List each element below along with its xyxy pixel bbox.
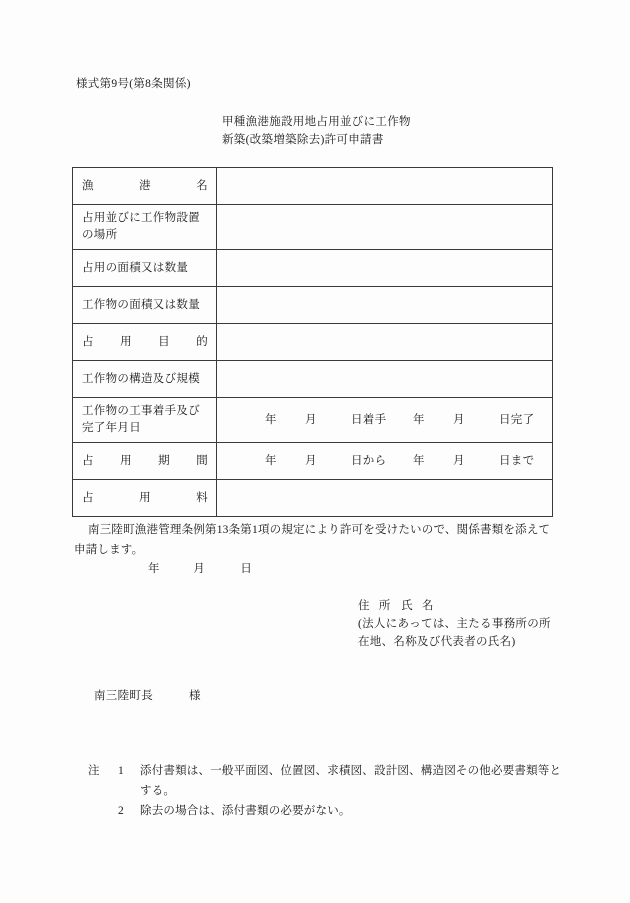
- table-row-value[interactable]: [217, 480, 553, 517]
- table-row-label: [73, 361, 217, 398]
- footnotes-label: 注: [88, 765, 100, 777]
- applicant-name-value: 名: [422, 600, 434, 612]
- label-char: 占: [82, 335, 94, 348]
- applicant-name-label: 氏: [401, 600, 413, 612]
- label-char: 間: [196, 454, 208, 467]
- table-row-label: [73, 324, 217, 361]
- label-char: 用: [120, 335, 132, 348]
- date-placeholder-row: [225, 453, 544, 470]
- label-char: 港: [139, 179, 151, 192]
- footnote-number: 1: [118, 765, 124, 777]
- label-char: 占: [82, 454, 94, 467]
- footnote-item: [88, 801, 568, 821]
- label-char: 用: [120, 454, 132, 467]
- label-text: 工作物の工事着手及び完了年月日: [82, 405, 200, 434]
- application-table-body: [73, 168, 553, 517]
- table-row-label: [73, 250, 217, 287]
- table-row-label: [73, 287, 217, 324]
- page-title: [222, 113, 411, 149]
- table-row-value[interactable]: [217, 398, 553, 443]
- table-row-label: [73, 443, 217, 480]
- date-day-label: 日: [240, 563, 253, 575]
- table-row-value[interactable]: [217, 324, 553, 361]
- table-row-label: [73, 480, 217, 517]
- table-row-value[interactable]: [217, 205, 553, 250]
- label-spread: [82, 490, 208, 507]
- footnote-text: 除去の場合は、添付書類の必要がない。: [140, 805, 351, 817]
- corporate-note-line1: (法人にあっては、主たる事務所の所: [358, 618, 551, 630]
- applicant-name-row: [401, 597, 441, 615]
- table-row: [73, 443, 553, 480]
- table-row-label: [73, 398, 217, 443]
- table-row-value[interactable]: [217, 168, 553, 205]
- table-row-value[interactable]: [217, 250, 553, 287]
- label-spread: [82, 453, 208, 470]
- label-text: 工作物の構造及び規模: [82, 372, 200, 385]
- page-title-line1: 甲種漁港施設用地占用並びに工作物: [222, 116, 411, 128]
- label-char: 料: [196, 491, 208, 504]
- footnotes: [88, 761, 568, 821]
- label-text: 工作物の面積又は数量: [82, 298, 200, 311]
- table-row-value[interactable]: [217, 443, 553, 480]
- footnote-item: [88, 761, 568, 801]
- label-char: 漁: [82, 179, 94, 192]
- label-char: 名: [196, 179, 208, 192]
- applicant-block: [358, 597, 551, 651]
- date-month-label: 月: [193, 563, 205, 575]
- date-year-label: 年: [148, 563, 160, 575]
- footnote-number: 2: [118, 805, 124, 817]
- applicant-address-row: [358, 597, 398, 615]
- table-row: [73, 324, 553, 361]
- date-part-month2: 月: [453, 454, 465, 467]
- label-char: 用: [139, 491, 151, 504]
- addressee-line: [94, 687, 201, 703]
- label-spread: [82, 334, 208, 351]
- label-char: 的: [196, 335, 208, 348]
- application-statement: 南三陸町漁港管理条例第13条第1項の規定により許可を受けたいので、関係書類を添えて申請します。: [74, 524, 551, 556]
- date-part-day2: 日まで: [499, 454, 535, 467]
- date-part-year2: 年: [413, 454, 425, 467]
- table-row: [73, 480, 553, 517]
- label-text: 占用の面積又は数量: [82, 261, 189, 274]
- date-placeholder-row: [225, 412, 544, 429]
- applicant-address-label: 住: [358, 600, 370, 612]
- label-char: 期: [158, 454, 170, 467]
- date-part-day2: 日完了: [499, 413, 535, 426]
- page-title-line2: 新築(改築増築除去)許可申請書: [222, 134, 384, 146]
- label-char: 占: [82, 491, 94, 504]
- table-row-label: [73, 168, 217, 205]
- date-part-day1: 日から: [351, 454, 387, 467]
- applicant-address-value: 所: [378, 600, 391, 612]
- addressee-honorific: 様: [189, 690, 201, 702]
- date-part-month1: 月: [305, 413, 317, 426]
- date-part-year1: 年: [265, 413, 277, 426]
- table-row-value[interactable]: [217, 361, 553, 398]
- table-row: [73, 398, 553, 443]
- footnote-text: 添付書類は、一般平面図、位置図、求積図、設計図、構造図その他必要書類等とする。: [140, 765, 562, 797]
- table-row: [73, 250, 553, 287]
- date-part-year2: 年: [413, 413, 425, 426]
- label-spread: [82, 178, 208, 195]
- date-part-year1: 年: [265, 454, 277, 467]
- corporate-note-line2: 在地、名称及び代表者の氏名): [358, 636, 516, 648]
- date-part-month2: 月: [453, 413, 465, 426]
- table-row: [73, 168, 553, 205]
- addressee-name: 南三陸町長: [94, 690, 153, 702]
- table-row: [73, 205, 553, 250]
- table-row: [73, 361, 553, 398]
- application-table: [72, 167, 553, 517]
- label-char: 目: [158, 335, 170, 348]
- table-row: [73, 287, 553, 324]
- label-text: 占用並びに工作物設置の場所: [82, 212, 200, 241]
- table-row-value[interactable]: [217, 287, 553, 324]
- date-part-month1: 月: [305, 454, 317, 467]
- date-part-day1: 日着手: [351, 413, 387, 426]
- submission-date-line: [148, 560, 252, 576]
- form-number: 様式第9号(第8条関係): [76, 78, 191, 90]
- table-row-label: [73, 205, 217, 250]
